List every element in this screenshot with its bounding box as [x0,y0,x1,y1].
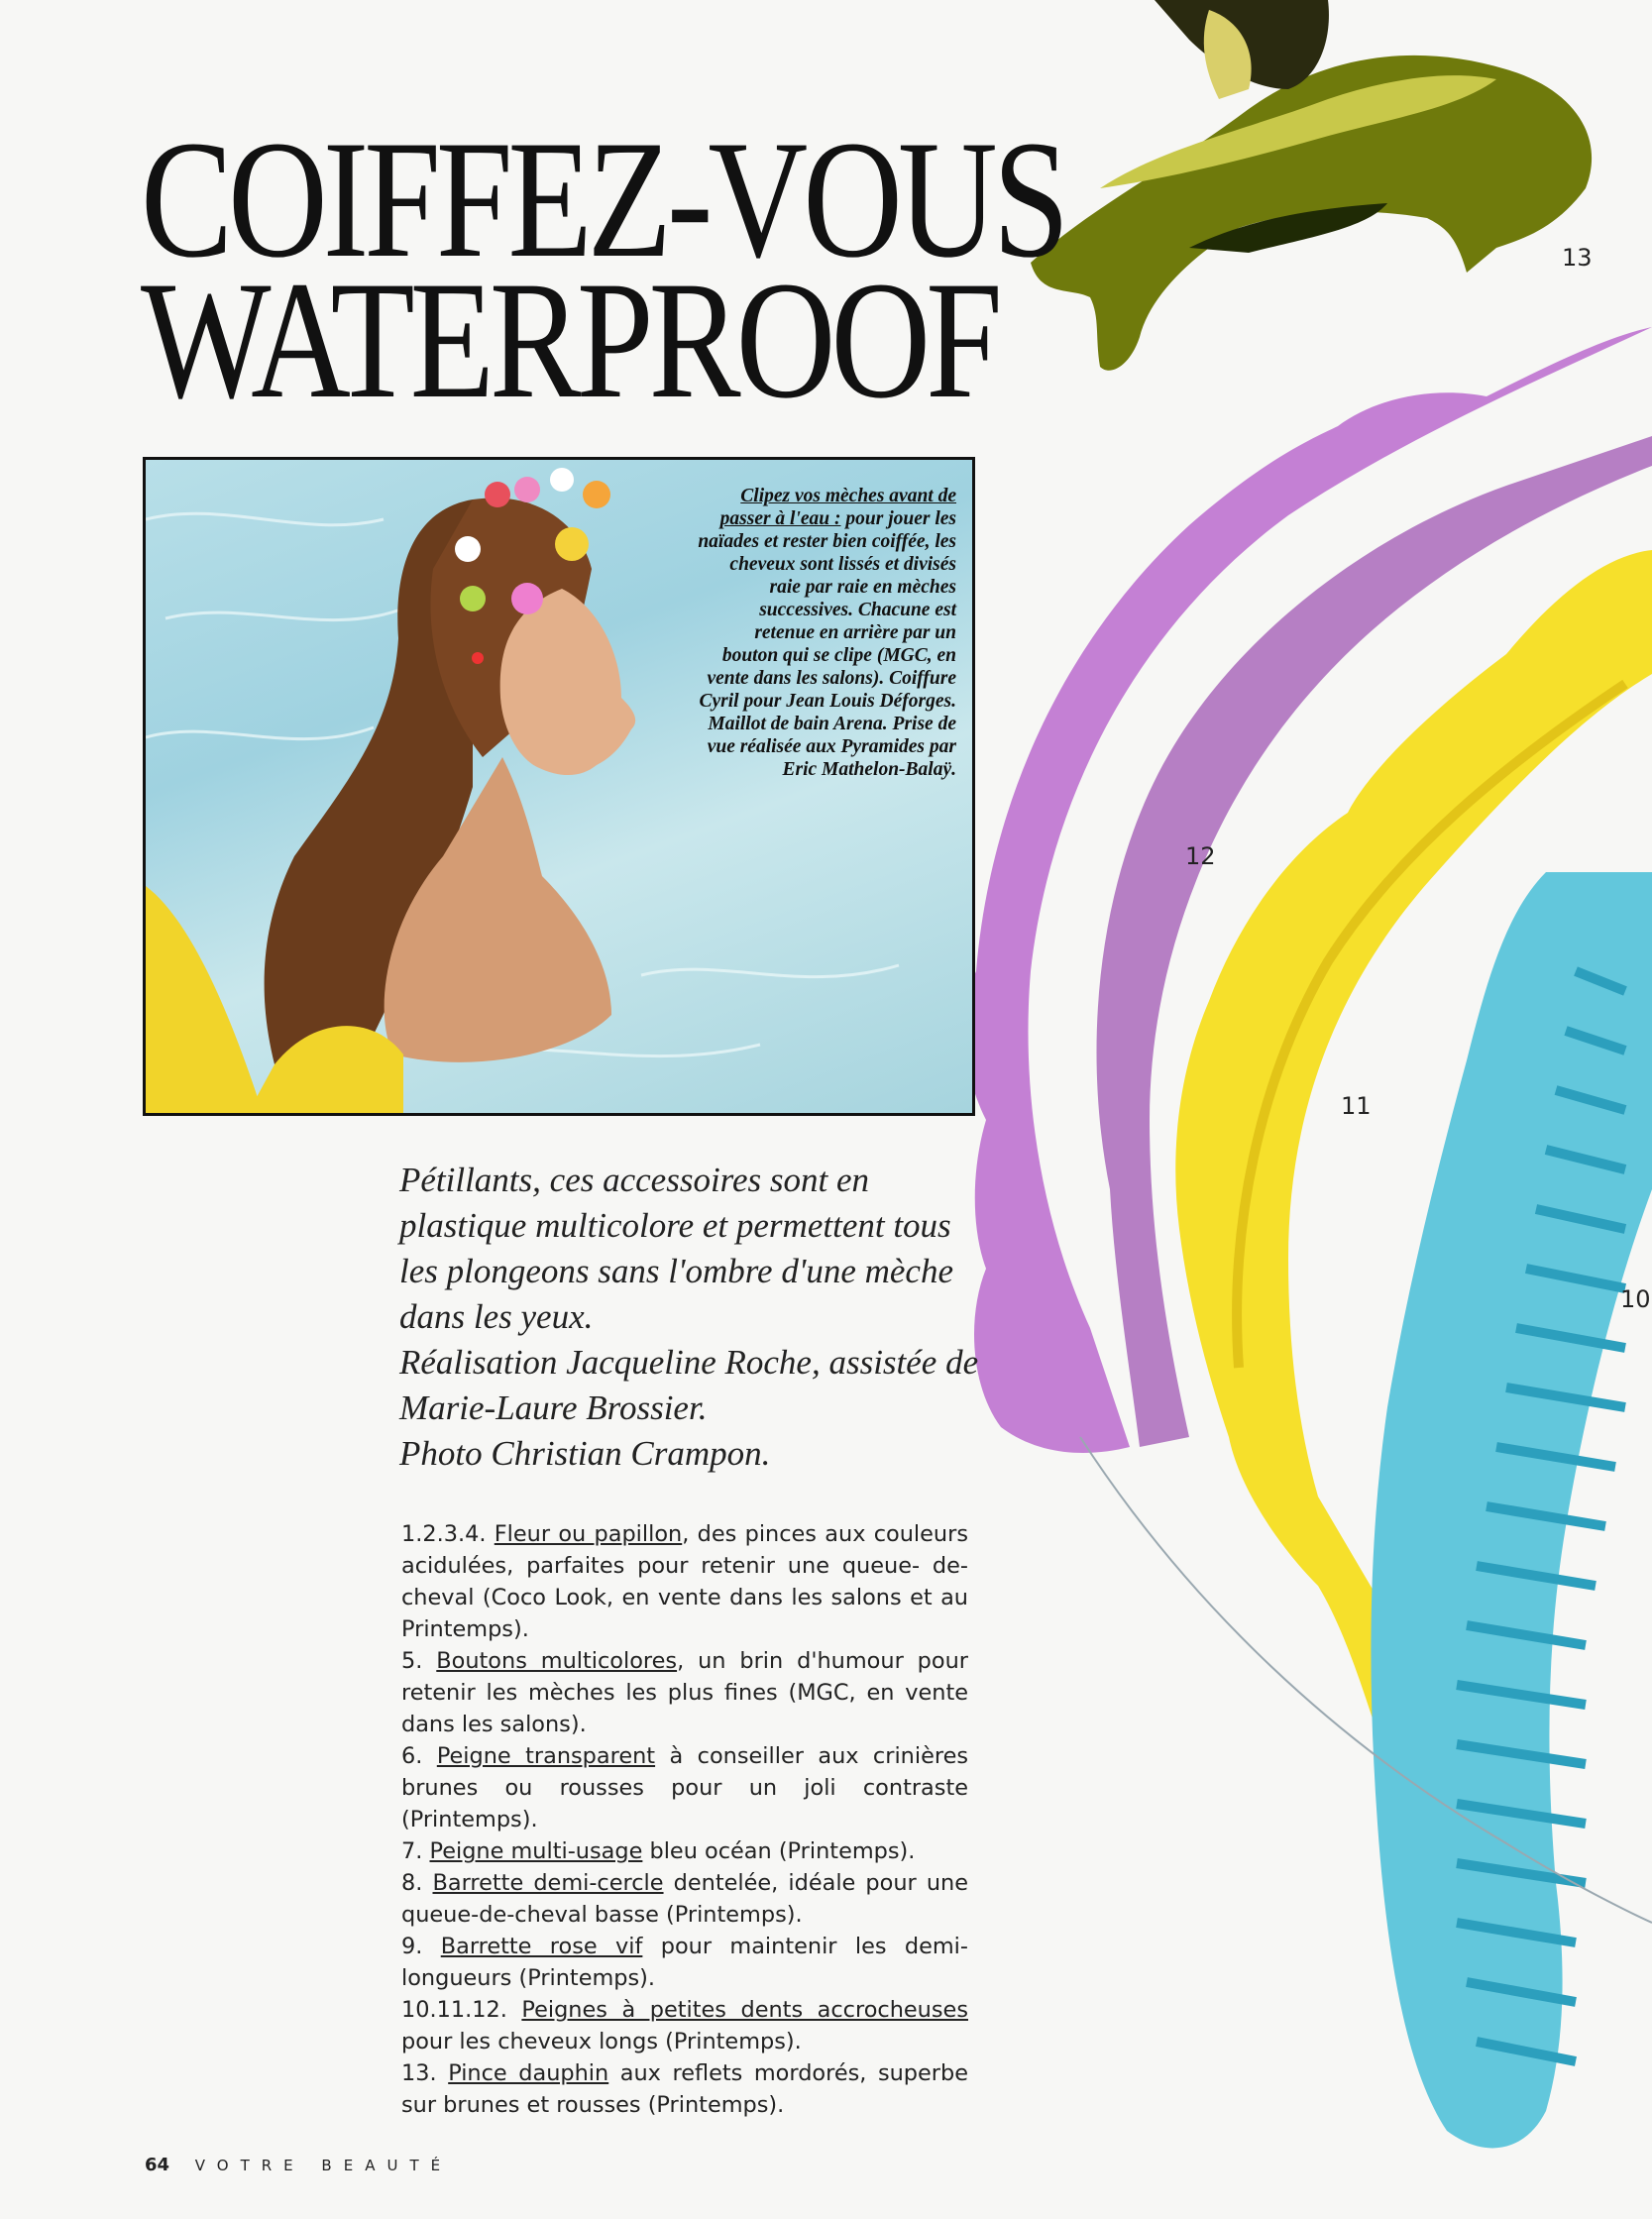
product-label-13: 13 [1562,244,1593,272]
credit-item [401,1867,968,1931]
intro-paragraph: Pétillants, ces accessoires sont en plastique multicolore et permettent tous les plongeons sans l'ombre d'une mèche dans les yeux. [399,1161,953,1336]
credit-item [401,1518,968,1645]
credit-number: 13. [401,2060,437,2086]
credit-item [401,1931,968,1994]
product-credits [401,1518,968,2121]
credit-description: , un brin d'humour pour retenir les mèches les plus fines (MGC, en vente dans les salons). [401,1648,968,1737]
page-number: 64 [145,2155,170,2175]
credit-item [401,1740,968,1835]
credit-number: 6. [401,1743,423,1769]
credit-description: bleu océan (Printemps). [642,1838,916,1864]
credit-product-name: Barrette demi-cercle [432,1870,664,1896]
credit-item [401,1835,968,1867]
magazine-name: VOTRE BEAUTÉ [194,2157,453,2174]
credit-number: 5. [401,1648,423,1674]
credit-description: à conseiller aux crinières brunes ou rousses pour un joli contraste (Printemps). [401,1743,969,1832]
credit-description: pour maintenir les demi-longueurs (Printemps). [401,1934,968,1991]
credit-description: aux reflets mordorés, superbe sur brunes et rousses (Printemps). [401,2060,968,2118]
credit-number: 8. [401,1870,423,1896]
intro-text [399,1158,994,1477]
credit-number: 7. [401,1838,423,1864]
credit-product-name: Barrette rose vif [440,1934,643,1959]
blue-comb-image [1371,872,1652,2148]
intro-credit-photo: Photo Christian Crampon. [399,1434,771,1473]
product-label-11: 11 [1341,1092,1372,1120]
title-line-2: WATERPROOF [141,247,998,433]
credit-description: , des pinces aux couleurs acidulées, parfaites pour retenir une queue- de-cheval (Coco Look, en vente dans les salons et au Printemps). [401,1521,968,1642]
credit-number: 10.11.12. [401,1997,507,2023]
credit-description: dentelée, idéale pour une queue-de-cheval basse (Printemps). [401,1870,969,1928]
credit-product-name: Peigne multi-usage [429,1838,643,1864]
credit-number: 9. [401,1934,423,1959]
credit-product-name: Fleur ou papillon [494,1521,683,1547]
swimmer-photo [143,457,975,1116]
title-line-1: COIFFEZ-VOUS [141,106,1065,292]
page-footer [145,2155,452,2175]
page-title [141,106,1065,433]
photo-caption [697,485,956,781]
caption-lead: Clipez vos mèches avant de passer à l'eau : [719,486,956,529]
credit-product-name: Boutons multicolores [436,1648,678,1674]
credit-product-name: Peigne transparent [436,1743,656,1769]
dolphin-clip-image [1031,0,1592,371]
product-label-10: 10 [1620,1285,1651,1313]
credit-number: 1.2.3.4. [401,1521,487,1547]
credit-product-name: Peignes à petites dents accrocheuses [521,1997,968,2023]
intro-credit-styling: Réalisation Jacqueline Roche, assistée de Marie-Laure Brossier. [399,1343,979,1427]
credit-item [401,1994,968,2057]
caption-body: pour jouer les naïades et rester bien coiffée, les cheveux sont lissés et divisés raie par raie en mèches successives. Chacune est retenue en arrière par un bouton qui se clipe (MGC, en vente dans les salons). Coiffure Cyril pour Jean Louis Déforges. Maillot de bain Arena. Prise de vue réalisée aux Pyramides par Eric Mathelon-Balaÿ. [698,508,956,780]
credit-item [401,2057,968,2121]
credit-description: pour les cheveux longs (Printemps). [401,2029,802,2054]
product-label-12: 12 [1185,842,1216,870]
credit-item [401,1645,968,1740]
credit-product-name: Pince dauphin [448,2060,609,2086]
